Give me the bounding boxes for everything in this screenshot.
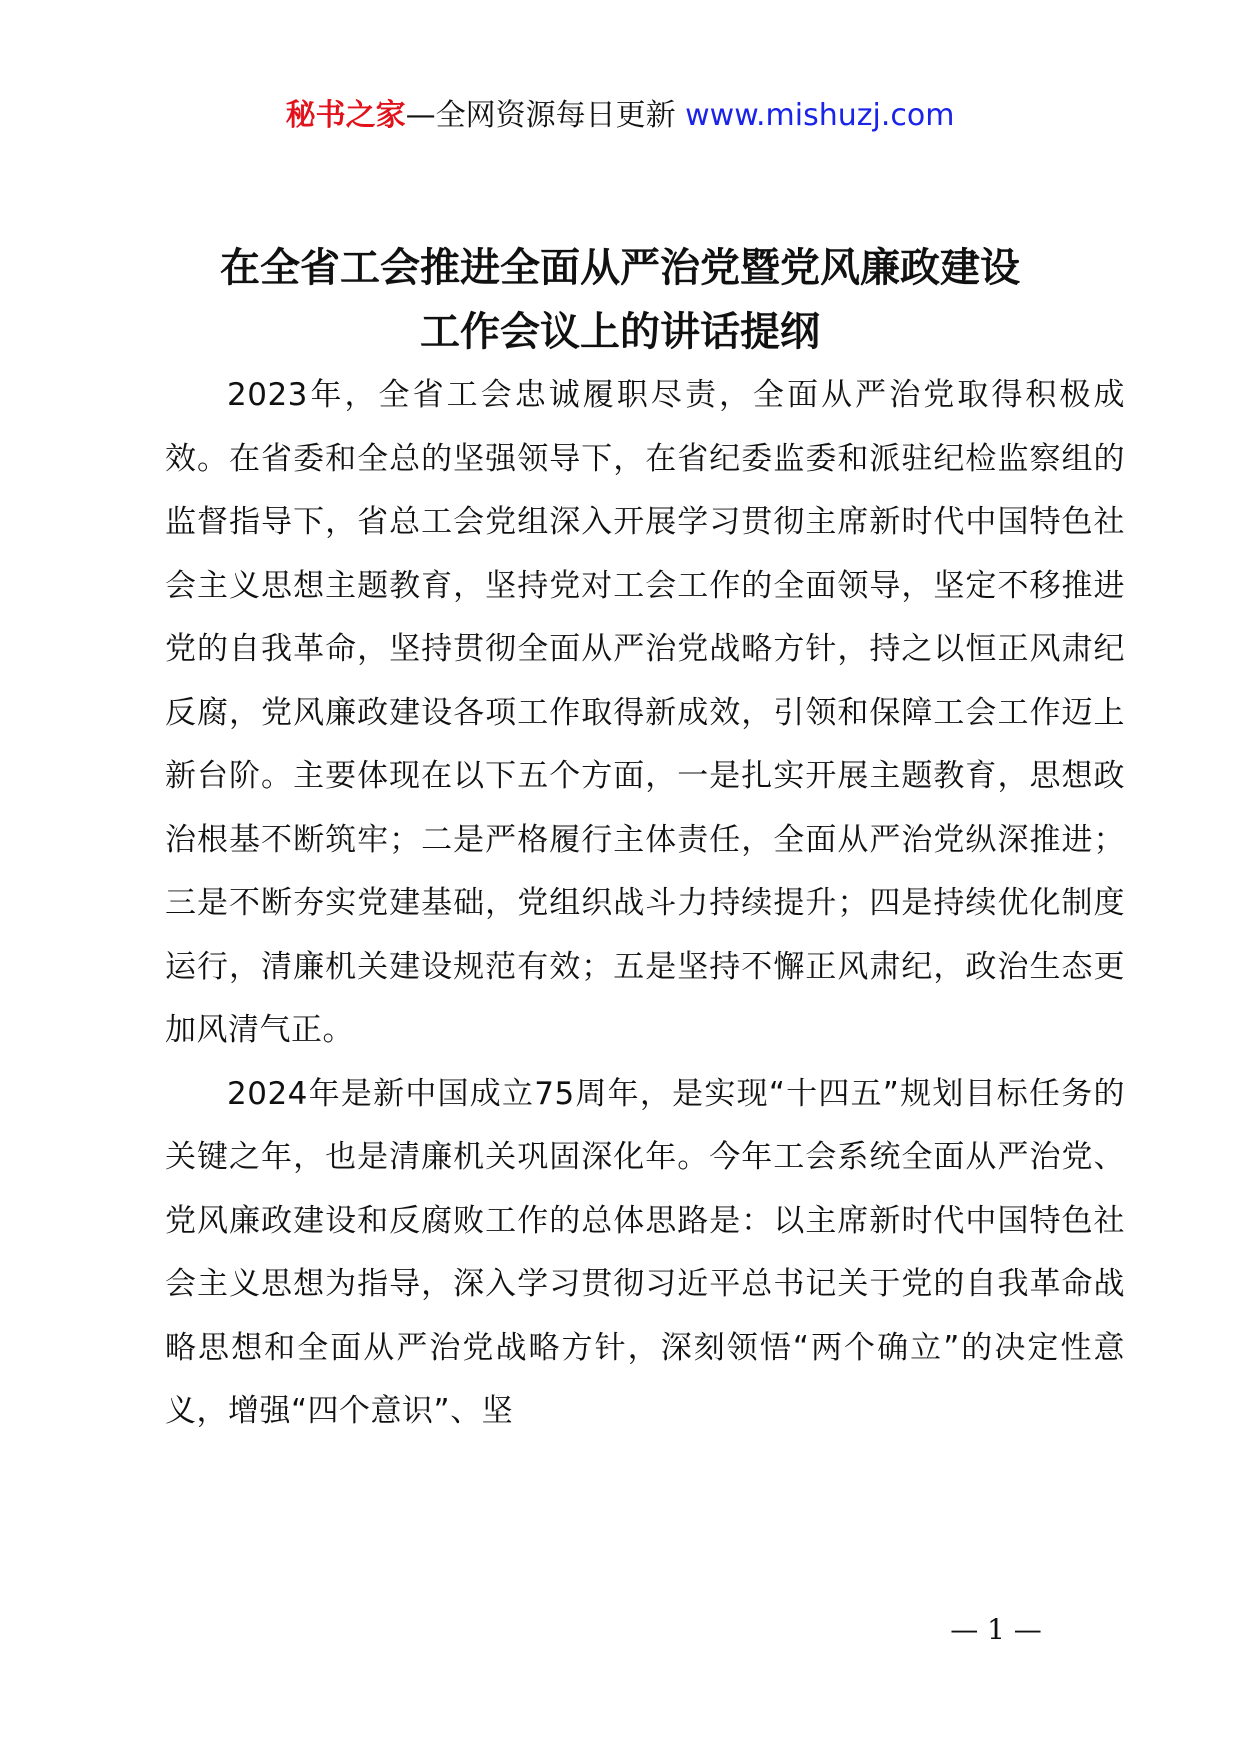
site-url-link[interactable]: www.mishuzj.com	[685, 98, 955, 133]
site-header	[0, 96, 1240, 136]
title-line-2: 工作会议上的讲话提纲	[420, 309, 820, 355]
document-title	[0, 236, 1240, 364]
document-body	[165, 364, 1125, 1444]
body-paragraph-2: 2024年是新中国成立75周年，是实现“十四五”规划目标任务的关键之年，也是清廉机关巩固深化年。今年工会系统全面从严治党、党风廉政建设和反腐败工作的总体思路是：以主席新时代中国特色社会主义思想为指导，深入学习贯彻习近平总书记关于党的自我革命战略思想和全面从严治党战略方针，深刻领悟“两个确立”的决定性意义，增强“四个意识”、坚	[165, 1075, 1125, 1429]
title-line-1: 在全省工会推进全面从严治党暨党风廉政建设	[220, 245, 1020, 291]
body-paragraph-1: 2023年，全省工会忠诚履职尽责，全面从严治党取得积极成效。在省委和全总的坚强领导下，在省纪委监委和派驻纪检监察组的监督指导下，省总工会党组深入开展学习贯彻主席新时代中国特色社会主义思想主题教育，坚持党对工会工作的全面领导，坚定不移推进党的自我革命，坚持贯彻全面从严治党战略方针，持之以恒正风肃纪反腐，党风廉政建设各项工作取得新成效，引领和保障工会工作迈上新台阶。主要体现在以下五个方面，一是扎实开展主题教育，思想政治根基不断筑牢；二是严格履行主体责任，全面从严治党纵深推进；三是不断夯实党建基础，党组织战斗力持续提升；四是持续优化制度运行，清廉机关建设规范有效；五是坚持不懈正风肃纪，政治生态更加风清气正。	[165, 377, 1125, 1048]
page-number: — 1 —	[950, 1613, 1042, 1646]
site-tagline: —全网资源每日更新	[405, 98, 686, 133]
brand-name: 秘书之家	[285, 98, 406, 133]
